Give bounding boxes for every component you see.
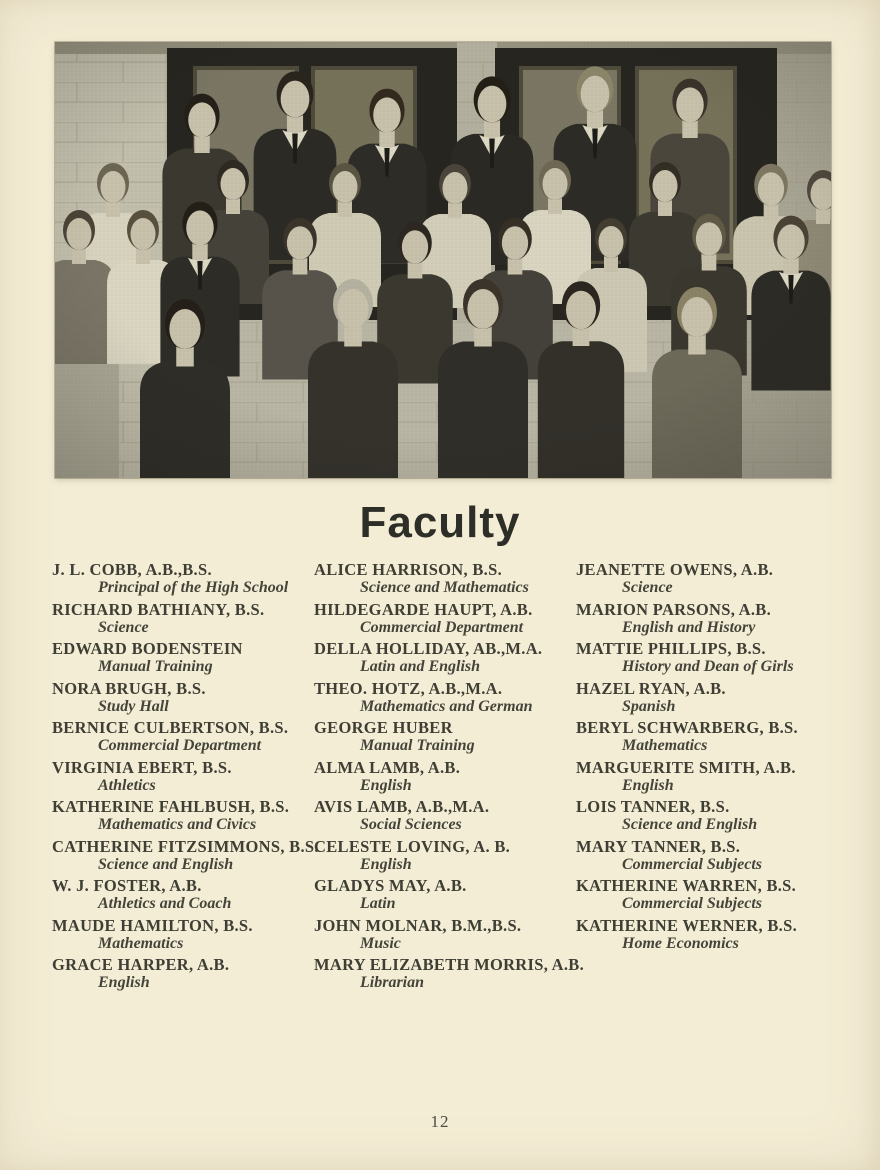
- faculty-name: CELESTE LOVING, A. B.: [314, 836, 511, 856]
- faculty-entry: [576, 601, 844, 637]
- faculty-entry: [576, 561, 844, 597]
- faculty-name: HAZEL RYAN, A.B.: [576, 678, 726, 698]
- faculty-role: History and Dean of Girls: [622, 658, 794, 675]
- faculty-role: Mathematics: [98, 934, 184, 952]
- faculty-name: MARY TANNER, B.S.: [576, 836, 741, 856]
- faculty-role: Commercial Subjects: [622, 895, 762, 912]
- faculty-role: English: [360, 855, 412, 873]
- faculty-name: MARGUERITE SMITH, A.B.: [576, 757, 796, 777]
- faculty-name: LOIS TANNER, B.S.: [576, 797, 730, 816]
- faculty-name: AVIS LAMB, A.B.,M.A.: [314, 797, 490, 816]
- faculty-entry: [52, 956, 314, 992]
- faculty-name: KATHERINE WERNER, B.S.: [576, 915, 797, 935]
- faculty-role: Study Hall: [98, 697, 169, 715]
- faculty-role: Mathematics and German: [360, 697, 533, 715]
- faculty-name: BERNICE CULBERTSON, B.S.: [52, 718, 289, 737]
- faculty-entry: [314, 561, 576, 597]
- faculty-name: GEORGE HUBER: [314, 718, 453, 737]
- faculty-group-photo: [55, 42, 831, 478]
- faculty-entry: [314, 719, 576, 755]
- faculty-role: Manual Training: [98, 658, 213, 675]
- faculty-column-3: [576, 561, 844, 996]
- faculty-role: Athletics: [98, 776, 156, 794]
- faculty-entry: [576, 838, 844, 874]
- faculty-role: Mathematics: [622, 737, 708, 754]
- faculty-name: MARION PARSONS, A.B.: [576, 599, 772, 619]
- faculty-name: KATHERINE FAHLBUSH, B.S.: [52, 797, 290, 816]
- faculty-entry: [576, 877, 844, 913]
- faculty-role: Manual Training: [360, 737, 475, 754]
- faculty-entry: [314, 877, 576, 913]
- faculty-name: BERYL SCHWARBERG, B.S.: [576, 718, 798, 737]
- faculty-name: MATTIE PHILLIPS, B.S.: [576, 639, 766, 658]
- faculty-entry: [314, 680, 576, 716]
- faculty-entry: [314, 955, 585, 992]
- faculty-role: Principal of the High School: [98, 579, 289, 596]
- faculty-name: EDWARD BODENSTEIN: [52, 639, 243, 658]
- faculty-role: Science: [98, 618, 149, 636]
- faculty-role: Latin: [360, 895, 396, 912]
- faculty-role: Latin and English: [360, 658, 481, 675]
- faculty-name: KATHERINE WARREN, B.S.: [576, 876, 797, 895]
- faculty-role: Home Economics: [622, 934, 739, 952]
- faculty-entry: [52, 917, 314, 953]
- faculty-name: GRACE HARPER, A.B.: [52, 955, 230, 974]
- faculty-entry: [576, 680, 844, 716]
- faculty-name: W. J. FOSTER, A.B.: [52, 876, 202, 895]
- faculty-entry: [576, 719, 844, 755]
- faculty-column-2: [314, 560, 585, 996]
- faculty-role: Commercial Subjects: [622, 855, 762, 873]
- faculty-entry: [52, 836, 319, 874]
- faculty-role: Athletics and Coach: [98, 895, 232, 912]
- faculty-role: Science and Mathematics: [360, 579, 529, 596]
- faculty-name: CATHERINE FITZSIMMONS, B.S.: [52, 836, 319, 856]
- faculty-name: ALMA LAMB, A.B.: [314, 757, 461, 777]
- faculty-name: RICHARD BATHIANY, B.S.: [52, 599, 265, 619]
- faculty-entry: [52, 601, 314, 637]
- faculty-name: DELLA HOLLIDAY, AB.,M.A.: [314, 639, 543, 658]
- faculty-entry: [52, 877, 314, 913]
- faculty-entry: [576, 759, 844, 795]
- faculty-entry: [576, 640, 844, 676]
- faculty-entry: [52, 680, 314, 716]
- faculty-entry: [576, 798, 844, 834]
- faculty-name: GLADYS MAY, A.B.: [314, 876, 467, 895]
- faculty-name: VIRGINIA EBERT, B.S.: [52, 757, 232, 777]
- faculty-role: Science and English: [98, 855, 234, 873]
- faculty-role: Commercial Department: [360, 618, 524, 636]
- faculty-list: [52, 561, 844, 996]
- faculty-name: MAUDE HAMILTON, B.S.: [52, 915, 253, 935]
- faculty-name: J. L. COBB, A.B.,B.S.: [52, 560, 212, 579]
- faculty-role: Mathematics and Civics: [98, 816, 257, 833]
- faculty-entry: [52, 640, 314, 676]
- faculty-role: Librarian: [360, 974, 425, 991]
- faculty-entry: [314, 917, 576, 953]
- faculty-role: English: [622, 776, 674, 794]
- faculty-entry: [52, 798, 314, 834]
- faculty-name: JOHN MOLNAR, B.M.,B.S.: [314, 915, 522, 935]
- faculty-entry: [314, 759, 576, 795]
- faculty-name: ALICE HARRISON, B.S.: [314, 560, 502, 579]
- faculty-role: Social Sciences: [360, 816, 462, 833]
- faculty-name: THEO. HOTZ, A.B.,M.A.: [314, 678, 503, 698]
- faculty-role: English and History: [622, 618, 756, 636]
- faculty-entry: [314, 601, 576, 637]
- faculty-role: Science and English: [622, 816, 758, 833]
- faculty-role: Commercial Department: [98, 737, 262, 754]
- faculty-name: NORA BRUGH, B.S.: [52, 678, 206, 698]
- faculty-role: English: [360, 776, 412, 794]
- faculty-entry: [52, 759, 314, 795]
- faculty-entry: [52, 719, 314, 755]
- faculty-name: JEANETTE OWENS, A.B.: [576, 560, 774, 579]
- faculty-column-1: [52, 560, 319, 996]
- faculty-role: English: [98, 974, 150, 991]
- faculty-entry: [314, 838, 576, 874]
- faculty-group-photo-illustration: [55, 42, 831, 478]
- faculty-name: MARY ELIZABETH MORRIS, A.B.: [314, 955, 585, 974]
- faculty-role: Science: [622, 579, 673, 596]
- faculty-entry: [576, 917, 844, 953]
- faculty-entry: [52, 561, 314, 597]
- faculty-entry: [314, 640, 576, 676]
- faculty-name: HILDEGARDE HAUPT, A.B.: [314, 599, 533, 619]
- page-number: 12: [430, 1112, 450, 1131]
- page-title: Faculty: [359, 498, 521, 547]
- faculty-role: Spanish: [622, 697, 676, 715]
- faculty-entry: [314, 798, 576, 834]
- faculty-role: Music: [360, 934, 401, 952]
